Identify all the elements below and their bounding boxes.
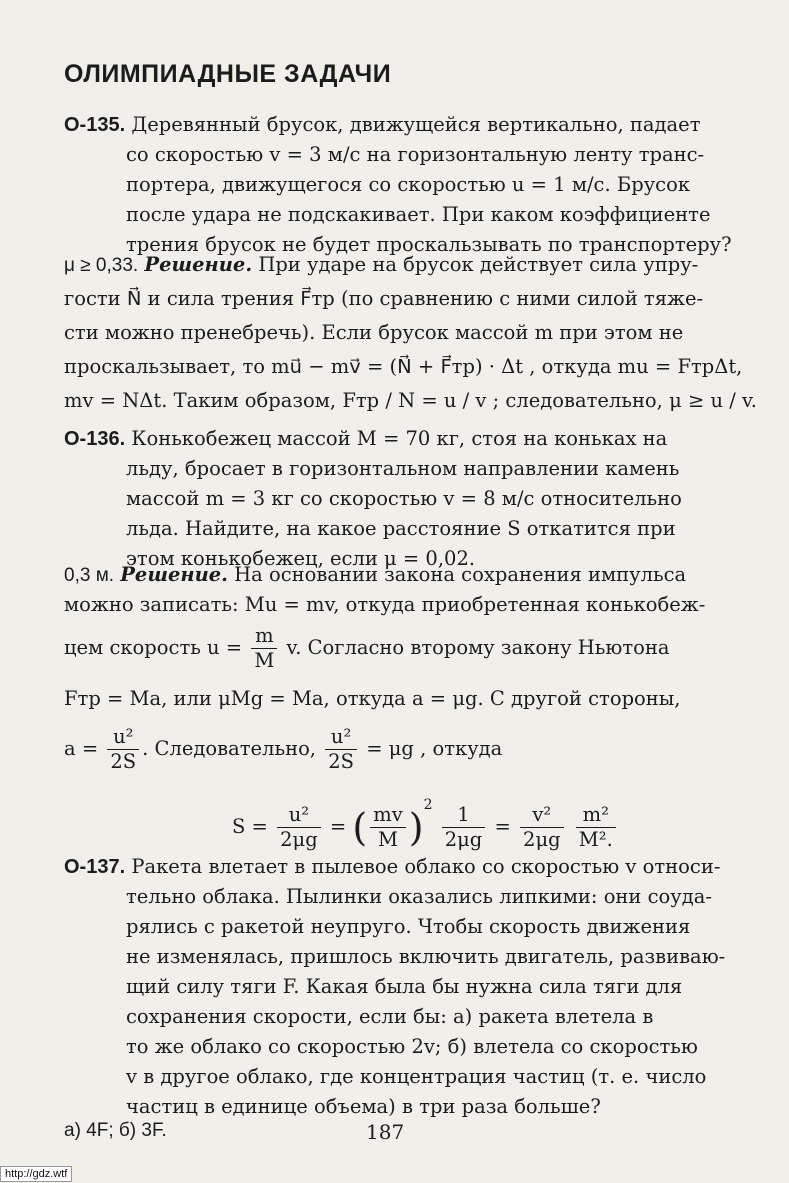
fraction-u2-over-2S: $\frac{\text{u²}}{2S}$ bbox=[325, 725, 357, 774]
problem-136: О-136. Конькобежец массой M = 70 кг, стоя на коньках на льду, бросает в горизонтальном направлении камень массой m = 3 кг со скоростью v = 8 м/с относительно льда. Найдите, на какое расстояние S откатится при этом конькобежец, если μ = 0,02. bbox=[64, 427, 682, 570]
problem-135: О-135. Деревянный брусок, движущейся вертикально, падает со скоростью v = 3 м/с на горизонтальную ленту транс- портера, движущегося со скоростью u = 1 м/с. Брусок после удара не подскакивает. При каком коэффициенте трения брусок не будет проскальзывать по транспортеру? bbox=[64, 113, 732, 256]
problem-number: О-135. bbox=[64, 114, 126, 136]
answer-137: а) 4F; б) 3F. bbox=[64, 1120, 167, 1141]
solution-135: μ ≥ 0,33. Решение. При ударе на брусок действует сила упру- гости N⃗ и сила трения F⃗тр (по сравнению с ними силой тяже- сти можно пренебречь). Если брусок массой m при этом не проскальзывает, то mu⃗ − mv⃗ = (N⃗ + F⃗тр) · Δt , откуда mu = FтрΔt, mv = NΔt. Таким образом, Fтр / N = u / v ; следовательно, μ ≥ u / v. bbox=[64, 253, 757, 412]
problem-number: О-136. bbox=[64, 428, 126, 450]
equation-S: S = $\frac{\text{u²}}{2\mu g}$ = ( $\frac{mv}{M}$ )$^2$ $\frac{1}{2\mu g}$ = $\frac{\text{v²}}{2\mu g}$ $\frac{\text{m²}}{\text{M².}}$ bbox=[232, 772, 652, 838]
solution-136: 0,3 м. Решение. На основании закона сохранения импульса можно записать: Mu = mv, откуда приобретенная конькобеж- цем скорость u = $\frac{m}{M}$ v. Согласно второму закону Ньютона Fтр = Ma, или μMg = Ma, откуда a = μg. С другой стороны, a = $\frac{\text{u²}}{2S}$ . Следовательно, $\frac{\text{u²}}{2S}$ = μg , откуда bbox=[64, 563, 706, 773]
fraction-u2-over-2S: $\frac{\text{u²}}{2S}$ bbox=[107, 725, 139, 774]
page-heading: ОЛИМПИАДНЫЕ ЗАДАЧИ bbox=[64, 60, 392, 88]
problem-number: О-137. bbox=[64, 856, 126, 878]
problem-137: О-137. Ракета влетает в пылевое облако со скоростью v относи- тельно облака. Пылинки оказались липкими: они соуда- рялись с ракетой неупруго. Чтобы скорость движения не изменялась, пришлось включить двигатель, развиваю- щий силу тяги F. Какая была бы нужна сила тяги для сохранения скорости, если бы: а) ракета влетела в то же облако со скоростью 2v; б) влетела со скоростью v в другое облако, где концентрация частиц (т. е. число частиц в единице объема) в три раза больше? bbox=[64, 855, 726, 1118]
page-number: 187 bbox=[366, 1120, 405, 1144]
answer-136: 0,3 м. bbox=[64, 565, 115, 586]
answer-135: μ ≥ 0,33. bbox=[64, 255, 139, 276]
fraction-m-over-M: $\frac{m}{M}$ bbox=[251, 624, 277, 673]
source-url: http://gdz.wtf bbox=[0, 1166, 72, 1182]
